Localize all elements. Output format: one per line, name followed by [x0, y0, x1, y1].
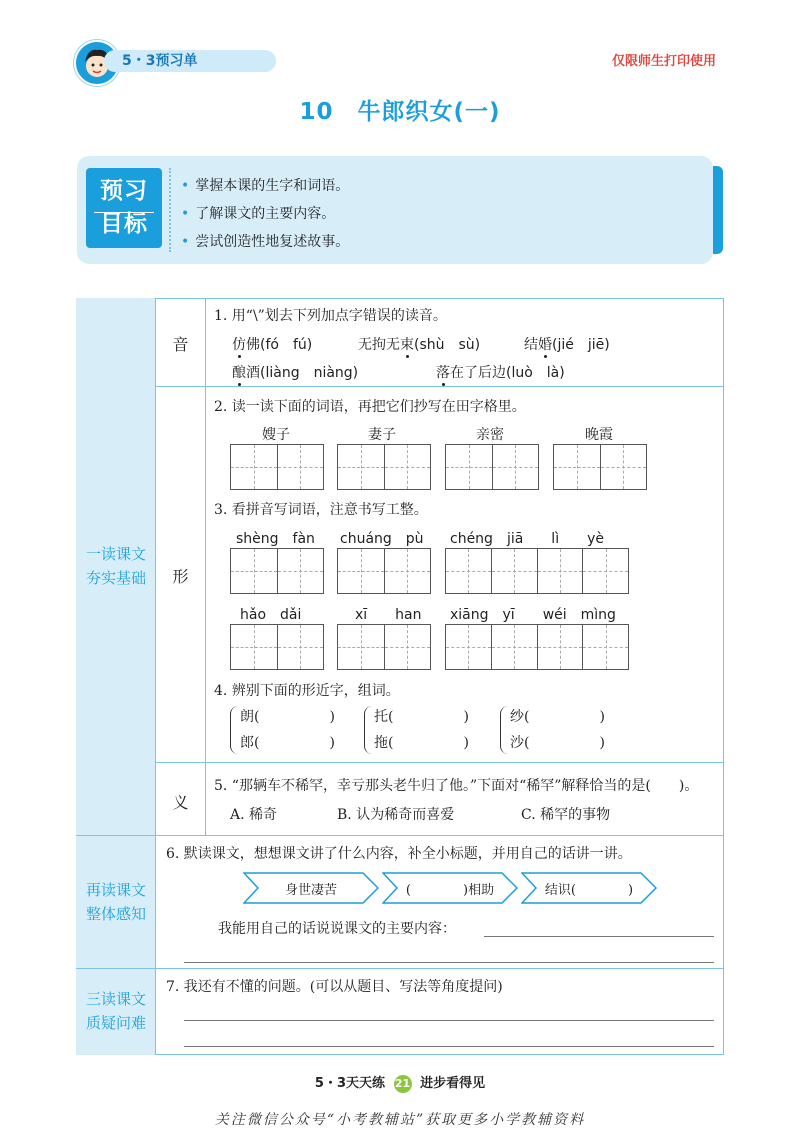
plot-step-3[interactable]: 结识( ): [521, 872, 657, 904]
section-label: 一读课文 夯实基础: [85, 545, 146, 587]
pinyin-label: xī han: [355, 607, 422, 623]
page-title: 10 牛郎织女(一): [299, 99, 501, 125]
sub-label-xing: 形: [172, 567, 189, 586]
q5-option-c[interactable]: C. 稀罕的事物: [521, 807, 611, 823]
q2-word: 晚霞: [585, 427, 613, 443]
sub-label-yin: 音: [172, 335, 189, 354]
section-label: 三读课文 质疑问难: [85, 990, 146, 1032]
goals-accent-stripe: [713, 166, 723, 254]
section-label: 再读课文 整体感知: [85, 881, 146, 923]
goals-tag-top: 预习: [100, 178, 148, 204]
q5-option-b[interactable]: B. 认为稀奇而喜爱: [337, 807, 455, 823]
series-label: 5・3预习单: [104, 50, 276, 72]
tianzige-grid[interactable]: [230, 444, 324, 490]
footer-left: 5・3天天练: [314, 1076, 385, 1091]
char-pair[interactable]: 纱( ) 沙( ): [510, 704, 605, 756]
pinyin-label: hǎo dǎi: [240, 607, 302, 623]
promo-text: 关注微信公众号“小考教辅站”获取更多小学教辅资料: [214, 1112, 586, 1128]
q1-item: 结婚(jié jiē): [524, 337, 610, 353]
pinyin-label: xiāng yī wéi mìng: [450, 607, 616, 623]
tianzige-grid[interactable]: [445, 624, 629, 670]
question-2-prompt: 2. 读一读下面的词语，再把它们抄写在田字格里。: [214, 399, 526, 415]
question-7-prompt: 7. 我还有不懂的问题。(可以从题目、写法等角度提问): [166, 979, 503, 995]
plot-step-2[interactable]: ( )相助: [382, 872, 518, 904]
tianzige-grid[interactable]: [445, 548, 629, 594]
print-notice: 仅限师生打印使用: [612, 54, 717, 69]
footer-right: 进步看得见: [420, 1076, 486, 1091]
tianzige-grid[interactable]: [553, 444, 647, 490]
answer-line[interactable]: [184, 1046, 714, 1047]
q1-item: 无拘无束(shù sù): [358, 337, 481, 353]
summary-label: 我能用自己的话说说课文的主要内容：: [218, 921, 456, 937]
question-4-prompt: 4. 辨别下面的形近字，组词。: [214, 683, 400, 699]
char-pair[interactable]: 朗( ) 郎( ): [240, 704, 335, 756]
goal-item: • 尝试创造性地复述故事。: [181, 228, 349, 256]
answer-line[interactable]: [184, 1020, 714, 1021]
question-5-prompt: 5. “那辆车不稀罕，幸亏那头老牛归了他。”下面对“稀罕”解释恰当的是( )。: [214, 778, 699, 794]
tianzige-grid[interactable]: [230, 624, 324, 670]
tianzige-grid[interactable]: [337, 548, 431, 594]
q2-word: 嫂子: [262, 427, 290, 443]
goals-tag: [86, 168, 162, 248]
q1-item: 仿佛(fó fú): [232, 337, 313, 353]
q5-option-a[interactable]: A. 稀奇: [230, 807, 278, 823]
page-number: 21: [394, 1075, 412, 1093]
tianzige-grid[interactable]: [445, 444, 539, 490]
goal-item: • 掌握本课的生字和词语。: [181, 172, 349, 200]
q2-word: 亲密: [476, 427, 504, 443]
page-footer: [0, 1072, 800, 1093]
section-cell-3: [76, 968, 156, 1055]
sub-label-yi: 义: [172, 793, 189, 812]
question-1-prompt: 1. 用“\”划去下列加点字错误的读音。: [214, 308, 447, 324]
plot-step-1[interactable]: 身世凄苦: [243, 872, 379, 904]
tianzige-grid[interactable]: [337, 624, 431, 670]
char-pair[interactable]: 托( ) 拖( ): [374, 704, 469, 756]
pinyin-label: shèng fàn: [236, 531, 315, 547]
pinyin-label: chéng jiā lì yè: [450, 531, 604, 547]
answer-line[interactable]: [484, 936, 714, 937]
goals-list: [181, 172, 349, 256]
sub-column: [156, 298, 206, 835]
tianzige-grid[interactable]: [337, 444, 431, 490]
pinyin-label: chuáng pù: [340, 531, 424, 547]
goals-tag-bottom: 目标: [100, 211, 148, 237]
preview-goals-box: [77, 156, 713, 264]
q1-item: 酿酒(liàng niàng): [232, 365, 359, 381]
answer-line[interactable]: [184, 962, 714, 963]
q2-word: 妻子: [368, 427, 396, 443]
section-cell-2: [76, 835, 156, 968]
question-6-prompt: 6. 默读课文，想想课文讲了什么内容，补全小标题，并用自己的话讲一讲。: [166, 846, 632, 862]
q1-item: 落在了后边(luò là): [436, 365, 565, 381]
section-cell-1: [76, 298, 156, 835]
goal-item: • 了解课文的主要内容。: [181, 200, 349, 228]
question-3-prompt: 3. 看拼音写词语，注意书写工整。: [214, 502, 428, 518]
tianzige-grid[interactable]: [230, 548, 324, 594]
